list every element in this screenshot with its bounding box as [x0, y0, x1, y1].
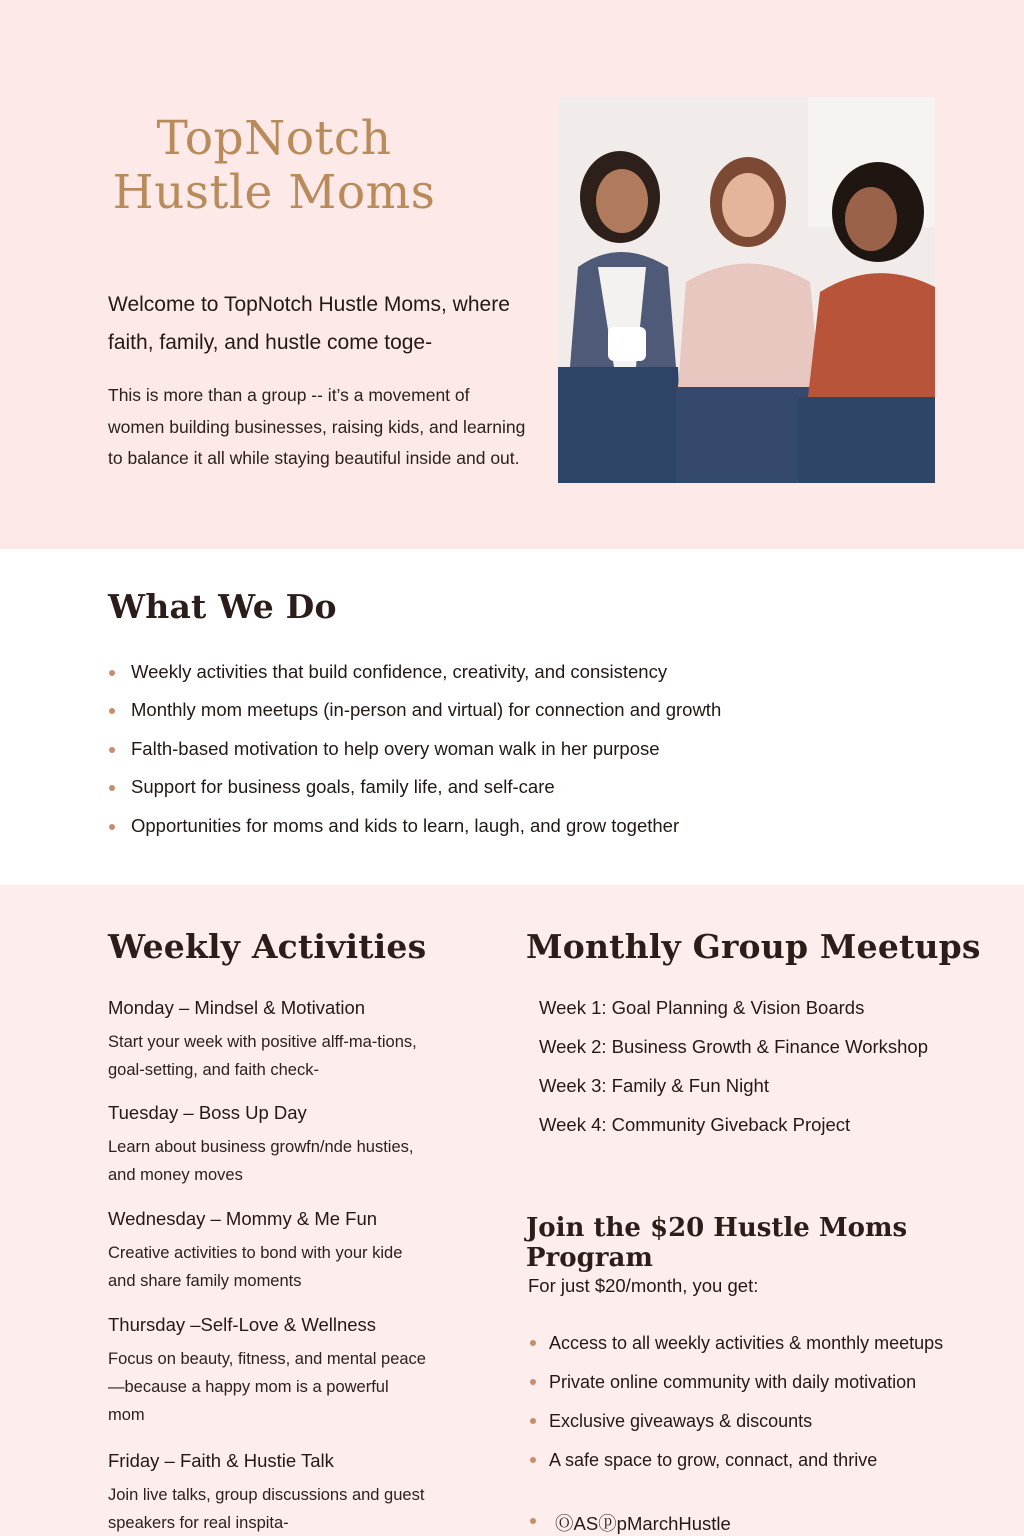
what-we-do-list	[108, 653, 721, 845]
day-title: Thursday –Self-Love & Wellness	[108, 1314, 377, 1335]
week-item: Week 1: Goal Planning & Vision Boards	[539, 997, 865, 1018]
day-description: Creative activities to bond with your kide and share family moments	[108, 1244, 403, 1290]
weekly-activities-title: Weekly Activities	[108, 927, 427, 966]
day-description: Join live talks, group discussions and guest speakers for real inspita-	[108, 1486, 425, 1532]
perk-item: A safe space to grow, connact, and thrive	[530, 1445, 943, 1484]
day-friday	[108, 1449, 428, 1536]
perk-item: Private online community with daily motivation	[530, 1367, 943, 1406]
activities-section	[0, 885, 1024, 1536]
day-title: Tuesday – Boss Up Day	[108, 1102, 307, 1123]
hero-section	[0, 0, 1024, 549]
perk-item: Access to all weekly activities & monthly meetups	[530, 1328, 943, 1367]
logo-line-1: TopNotch	[156, 111, 392, 166]
hero-photo	[558, 97, 935, 483]
day-title: Friday – Faith & Hustie Talk	[108, 1450, 334, 1471]
program-title: Join the $20 Hustle Moms Program	[526, 1213, 908, 1273]
day-description: Start your week with positive alff-ma-tions, goal-setting, and faith check-	[108, 1033, 417, 1079]
week-item: Week 3: Family & Fun Night	[539, 1075, 769, 1096]
day-title: Wednesday – Mommy & Me Fun	[108, 1208, 378, 1229]
day-tuesday	[108, 1101, 428, 1189]
hashtag-link[interactable]: ⓄASⓟpMarchHustle	[530, 1510, 731, 1536]
what-we-do-section	[0, 549, 1024, 885]
list-item: Opportunities for moms and kids to learn, laugh, and grow together	[108, 807, 721, 845]
intro-text: This is more than a group -- it’s a movement of women building businesses, raising kids, and learning to balance it all while staying beautiful inside and out.	[108, 385, 526, 468]
day-monday	[108, 996, 428, 1084]
monthly-weeks-list	[539, 993, 928, 1149]
list-item: Monthly mom meetups (in-person and virtual) for connection and growth	[108, 691, 721, 729]
day-wednesday	[108, 1207, 428, 1295]
day-description: Learn about business growfn/nde husties, and money moves	[108, 1138, 414, 1184]
day-description: Focus on beauty, fitness, and mental peace —because a happy mom is a powerful mom	[108, 1350, 426, 1424]
day-title: Monday – Mindsel & Motivation	[108, 997, 366, 1018]
week-item: Week 2: Business Growth & Finance Workshop	[539, 1036, 929, 1057]
welcome-text: Welcome to TopNotch Hustle Moms, where faith, family, and hustle come toge-	[108, 293, 510, 354]
what-we-do-title: What We Do	[108, 587, 337, 626]
day-thursday	[108, 1313, 428, 1429]
perk-item: Exclusive giveaways & discounts	[530, 1406, 943, 1445]
monthly-meetups-title: Monthly Group Meetups	[526, 927, 981, 966]
list-item: Support for business goals, family life, and self-care	[108, 768, 721, 806]
program-perks-list	[530, 1328, 943, 1484]
three-moms-illustration	[558, 97, 935, 483]
logo-line-2: Hustle Moms	[112, 165, 436, 220]
list-item: Falth-based motivation to help overy woman walk in her purpose	[108, 730, 721, 768]
week-item: Week 4: Community Giveback Project	[539, 1114, 851, 1135]
brand-logo[interactable]	[104, 112, 444, 220]
program-subtitle: For just $20/month, you get:	[528, 1275, 759, 1296]
list-item: Weekly activities that build confidence, creativity, and consistency	[108, 653, 721, 691]
